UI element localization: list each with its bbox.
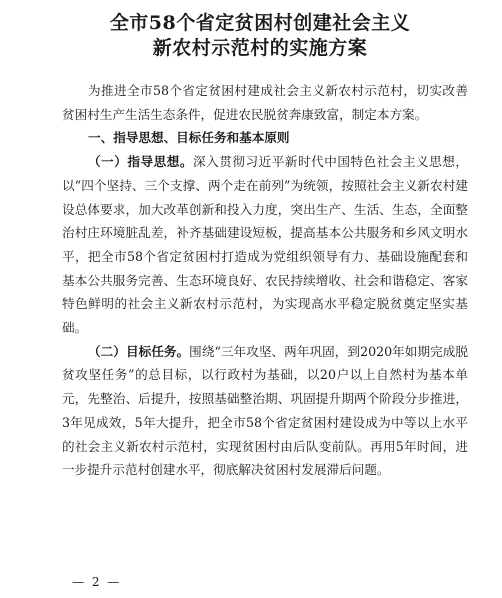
document-page [0,11,502,598]
section-heading: 一、指导思想、目标任务和基本原则 [88,130,290,146]
targets-lead: （二）目标任务。 [88,343,190,359]
guiding-ideology-lead: （一）指导思想。 [88,154,193,170]
title-line-1: 全市58个省定贫困村创建社会主义 [109,12,411,34]
title-line-2: 新农村示范村的实施方案 [152,37,368,59]
guiding-ideology-paragraph [62,150,468,340]
document-title [52,11,468,61]
targets-body: 围绕“三年攻坚、两年巩固，到2020年如期完成脱贫攻坚任务”的总目标，以行政村为基础，以20户以上自然村为基本单元，先整治、后提升，按照基础整治期、巩固提升期两个阶段分步推进，3年见成效，5年大提升，把全市58个省定贫困村建设成为中等以上水平的社会主义新农村示范村，实现贫困村由后队变前队。再用5年时间，进一步提升示范村创建水平，彻底解决贫困村发展滞后问题。 [62,343,468,478]
guiding-ideology-body: 深入贯彻习近平新时代中国特色社会主义思想，以“四个坚持、三个支撑、两个走在前列”为统领，按照社会主义新农村建设总体要求，加大改革创新和投入力度，突出生产、生活、生态，全面整治村庄环境脏乱差，补齐基础建设短板，提高基本公共服务和乡风文明水平，把全市58个省定贫困村打造成为党组织领导有力、基础设施配套和基本公共服务完善、生态环境良好、农民持续增收、社会和谐稳定、客家特色鲜明的社会主义新农村示范村，为实现高水平稳定脱贫奠定坚实基础。 [62,154,469,336]
targets-paragraph [62,340,468,482]
intro-paragraph: 为推进全市58个省定贫困村建成社会主义新农村示范村，切实改善贫困村生产生活生态条件，促进农民脱贫奔康致富，制定本方案。 [62,83,468,122]
page-number: — 2 — [72,575,122,589]
